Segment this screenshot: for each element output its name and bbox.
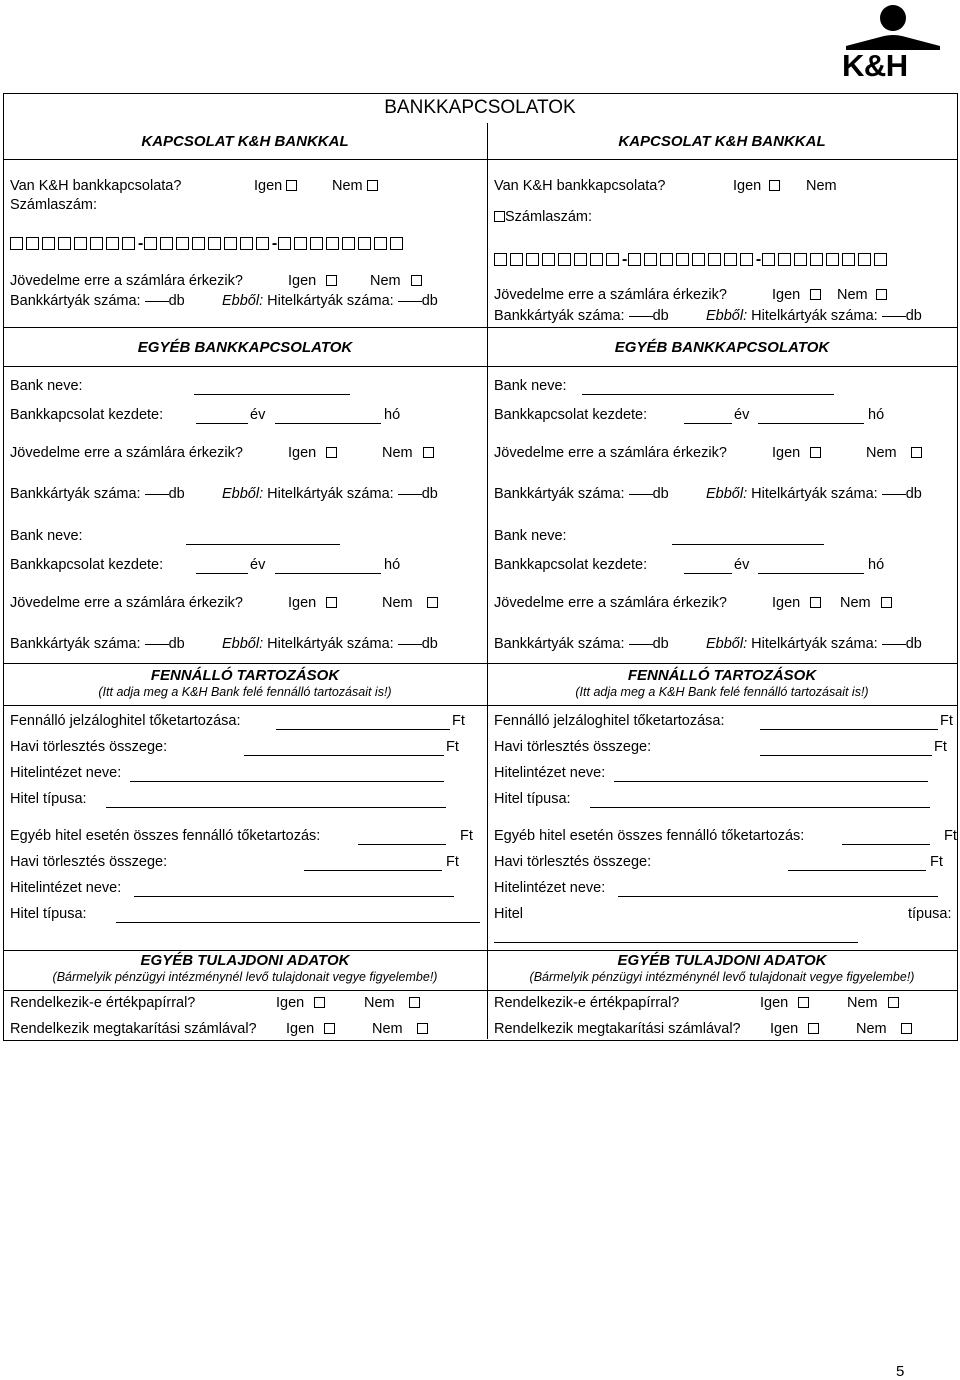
divider-kh [3,327,957,328]
left-b2-bank-name-field[interactable] [186,544,340,545]
left-b1-cards-field[interactable] [145,494,169,495]
left-b2-cards-db: db [168,636,185,652]
left-b2-credit-row [222,636,438,652]
left-b1-bank-name-field[interactable] [194,394,350,395]
right-b2-income-no-checkbox[interactable] [881,597,892,608]
right-other-lender-label: Hitelintézet neve: [494,880,606,896]
left-mortgage-field[interactable] [276,729,450,730]
left-kh-header: KAPCSOLAT K&H BANKKAL [141,133,349,150]
right-kh-income-q: Jövedelme erre a számlára érkezik? [494,287,727,303]
left-securities-yes-checkbox[interactable] [314,997,325,1008]
divider-other [3,663,957,664]
right-savings-no-label: Nem [856,1021,887,1037]
right-b2-year-field[interactable] [684,573,732,574]
left-debts-note: (Itt adja meg a K&H Bank felé fennálló tartozásait is!) [98,685,392,699]
left-other-payment-label: Havi törlesztés összege: [10,854,168,870]
left-other-type-field[interactable] [116,922,480,923]
right-b1-ebbol: Ebből: [706,486,748,502]
left-mortgage-payment-field[interactable] [244,755,444,756]
right-b1-credit-db: db [905,486,922,502]
left-other-loan-label: Egyéb hitel esetén összes fennálló tőketartozás: [10,828,321,844]
left-b1-income-no-label: Nem [382,445,413,461]
left-b2-income-yes-label: Igen [288,595,317,611]
left-mortgage-label: Fennálló jelzáloghitel tőketartozása: [10,713,241,729]
right-kh-ebbol: Ebből: [706,308,748,324]
right-b2-income-yes-checkbox[interactable] [810,597,821,608]
right-b1-cards-label: Bankkártyák száma: [494,486,625,502]
left-kh-no-label: Nem [332,178,363,194]
right-kh-cards-row [494,308,669,324]
right-kh-income-no-label: Nem [837,287,868,303]
right-b2-year: év [734,557,750,573]
left-b1-income-yes-checkbox[interactable] [326,447,337,458]
left-savings-q: Rendelkezik megtakarítási számlával? [10,1021,257,1037]
right-b1-start: Bankkapcsolat kezdete: [494,407,648,423]
left-kh-credit-label: Hitelkártyák száma: [267,293,394,309]
divider-ownership-header [3,990,957,991]
right-savings-yes-checkbox[interactable] [808,1023,819,1034]
right-other-payment-field[interactable] [788,870,926,871]
right-mortgage-field[interactable] [760,729,938,730]
left-mortgage-lender-label: Hitelintézet neve: [10,765,122,781]
right-kh-income-no-checkbox[interactable] [876,289,887,300]
right-mortgage-label: Fennálló jelzáloghitel tőketartozása: [494,713,725,729]
left-kh-credit-field[interactable] [398,301,422,302]
right-kh-no-checkbox[interactable] [494,211,505,222]
right-other-type-field[interactable] [494,942,858,943]
left-b1-income-no-checkbox[interactable] [423,447,434,458]
right-kh-cards-label: Bankkártyák száma: [494,308,625,324]
right-mortgage-lender-label: Hitelintézet neve: [494,765,606,781]
left-b1-credit-field[interactable] [398,494,422,495]
right-other-loan-field[interactable] [842,844,930,845]
right-kh-question: Van K&H bankkapcsolata? [494,178,666,194]
divider-other-header [3,366,957,367]
right-mortgage-lender-field[interactable] [614,781,928,782]
right-mortgage-type-field[interactable] [590,807,930,808]
left-b2-cards-label: Bankkártyák száma: [10,636,141,652]
left-savings-no-label: Nem [372,1021,403,1037]
right-b1-credit-field[interactable] [882,494,906,495]
right-b1-credit-row [706,486,922,502]
left-b2-cards-row [10,636,185,652]
left-b1-credit-row [222,486,438,502]
left-ownership-note: (Bármelyik pénzügyi intézménynél levő tulajdonait vegye figyelembe!) [52,970,438,984]
left-kh-income-yes-label: Igen [288,273,317,289]
left-b1-cards-label: Bankkártyák száma: [10,486,141,502]
left-b2-income-no [382,595,438,611]
left-kh-yes-checkbox[interactable] [286,180,297,191]
right-debts-header: FENNÁLLÓ TARTOZÁSOK [627,667,817,684]
right-b1-income-yes-checkbox[interactable] [810,447,821,458]
left-b1-income-yes-label: Igen [288,445,317,461]
right-b2-bank-name-field[interactable] [672,544,824,545]
left-securities-no-checkbox[interactable] [409,997,420,1008]
left-b2-income-yes [288,595,337,611]
right-b2-credit-field[interactable] [882,644,906,645]
left-mortgage-type-label: Hitel típusa: [10,791,87,807]
column-divider [487,123,488,1039]
right-ownership-header: EGYÉB TULAJDONI ADATOK [617,952,827,969]
right-debts-note: (Itt adja meg a K&H Bank felé fennálló tartozásait is!) [575,685,869,699]
right-securities-yes [760,995,809,1011]
left-kh-income-q: Jövedelme erre a számlára érkezik? [10,273,243,289]
right-b2-income-yes [772,595,821,611]
left-securities-yes [276,995,325,1011]
left-b2-income-no-label: Nem [382,595,413,611]
right-b2-cards-label: Bankkártyák száma: [494,636,625,652]
left-kh-cards-db: db [168,293,185,309]
left-b1-cards-db: db [168,486,185,502]
left-account-label: Számlaszám: [10,197,98,213]
left-kh-income-no-label: Nem [370,273,401,289]
left-kh-income-yes-checkbox[interactable] [326,275,337,286]
right-kh-no: Nem [806,178,837,194]
left-b2-month-field[interactable] [275,573,381,574]
right-kh-yes [733,178,780,194]
right-b2-cards-row [494,636,669,652]
left-savings-yes-checkbox[interactable] [324,1023,335,1034]
left-b1-income-q: Jövedelme erre a számlára érkezik? [10,445,243,461]
form-title: BANKKAPCSOLATOK [384,97,576,118]
right-other-loan-label: Egyéb hitel esetén összes fennálló tőketartozás: [494,828,805,844]
right-b1-income-no [866,445,922,461]
left-kh-credit-db: db [421,293,438,309]
right-savings-q: Rendelkezik megtakarítási számlával? [494,1021,741,1037]
right-b1-income-q: Jövedelme erre a számlára érkezik? [494,445,727,461]
left-other-header: EGYÉB BANKKAPCSOLATOK [137,339,353,356]
right-b1-year-field[interactable] [684,423,732,424]
left-kh-cards-label: Bankkártyák száma: [10,293,141,309]
right-mortgage-payment-field[interactable] [760,755,932,756]
left-kh-cards-field[interactable] [145,301,169,302]
left-savings-no [372,1021,428,1037]
right-mortgage-ft: Ft [940,713,953,729]
left-b1-income-no [382,445,434,461]
right-b1-income-yes [772,445,821,461]
left-b1-month: hó [384,407,401,423]
right-account-row [494,209,592,225]
right-b2-start: Bankkapcsolat kezdete: [494,557,648,573]
left-kh-cards-row [10,293,185,309]
right-b2-income-no [840,595,892,611]
left-securities-no-label: Nem [364,995,395,1011]
left-kh-income-no-checkbox[interactable] [411,275,422,286]
left-b2-ebbol: Ebből: [222,636,264,652]
right-savings-no [856,1021,912,1037]
left-kh-income-no [370,273,422,289]
left-b1-bank-name: Bank neve: [10,378,83,394]
right-b2-ebbol: Ebből: [706,636,748,652]
right-b1-income-no-checkbox[interactable] [911,447,922,458]
left-savings-yes-label: Igen [286,1021,315,1037]
left-other-loan-field[interactable] [358,844,446,845]
left-securities-no [364,995,420,1011]
right-b2-credit-db: db [905,636,922,652]
right-securities-yes-label: Igen [760,995,789,1011]
left-b2-year-field[interactable] [196,573,248,574]
right-b2-bank-name: Bank neve: [494,528,567,544]
left-b1-month-field[interactable] [275,423,381,424]
kh-logo [838,2,948,82]
left-savings-yes [286,1021,335,1037]
divider-columns-top-left [3,159,487,160]
left-b1-year-field[interactable] [196,423,248,424]
left-mortgage-type-field[interactable] [106,807,446,808]
right-b1-credit-label: Hitelkártyák száma: [751,486,878,502]
left-b1-year: év [250,407,266,423]
left-mortgage-payment-ft: Ft [446,739,459,755]
left-b2-credit-label: Hitelkártyák száma: [267,636,394,652]
right-b1-cards-db: db [652,486,669,502]
right-kh-cards-field[interactable] [629,316,653,317]
right-b2-month: hó [868,557,885,573]
right-b2-cards-db: db [652,636,669,652]
right-b1-income-yes-label: Igen [772,445,801,461]
left-kh-no [332,178,378,194]
right-b1-bank-name: Bank neve: [494,378,567,394]
left-kh-yes [254,178,297,194]
right-kh-cards-db: db [652,308,669,324]
right-kh-credit-row [706,308,922,324]
divider-columns-top [487,159,957,160]
right-b2-month-field[interactable] [758,573,864,574]
right-securities-no [847,995,899,1011]
left-other-payment-ft: Ft [446,854,459,870]
left-b2-month: hó [384,557,401,573]
right-b1-income-no-label: Nem [866,445,897,461]
divider-debts-header [3,705,957,706]
left-b2-start: Bankkapcsolat kezdete: [10,557,164,573]
left-kh-credit-row [222,293,438,309]
left-b1-start: Bankkapcsolat kezdete: [10,407,164,423]
left-b1-credit-label: Hitelkártyák száma: [267,486,394,502]
right-other-header: EGYÉB BANKKAPCSOLATOK [614,339,830,356]
left-kh-no-checkbox[interactable] [367,180,378,191]
right-account-label: Számlaszám: [505,209,593,225]
left-ownership-header: EGYÉB TULAJDONI ADATOK [140,952,350,969]
left-b2-credit-db: db [421,636,438,652]
left-b2-cards-field[interactable] [145,644,169,645]
right-kh-income-yes-label: Igen [772,287,801,303]
page-number: 5 [896,1363,905,1380]
left-kh-income-yes [288,273,337,289]
right-account-number-boxes[interactable]: - - [494,251,890,269]
right-kh-income-yes-checkbox[interactable] [810,289,821,300]
left-savings-no-checkbox[interactable] [417,1023,428,1034]
right-other-loan-ft: Ft [944,828,957,844]
left-mortgage-lender-field[interactable] [130,781,444,782]
right-b2-cards-field[interactable] [629,644,653,645]
left-b1-income-yes [288,445,337,461]
right-mortgage-payment-label: Havi törlesztés összege: [494,739,652,755]
left-other-lender-field[interactable] [134,896,454,897]
right-securities-yes-checkbox[interactable] [798,997,809,1008]
kh-logo-text: K&H [842,48,908,83]
right-b1-cards-row [494,486,669,502]
left-b2-year: év [250,557,266,573]
left-account-number-boxes[interactable]: - - [10,235,406,253]
right-savings-no-checkbox[interactable] [901,1023,912,1034]
left-other-payment-field[interactable] [304,870,442,871]
left-b2-income-yes-checkbox[interactable] [326,597,337,608]
left-b2-bank-name: Bank neve: [10,528,83,544]
left-b1-credit-db: db [421,486,438,502]
right-kh-credit-db: db [905,308,922,324]
right-kh-yes-label: Igen [733,178,762,194]
right-b1-month: hó [868,407,885,423]
right-kh-yes-checkbox[interactable] [769,180,780,191]
right-kh-credit-label: Hitelkártyák száma: [751,308,878,324]
left-kh-yes-label: Igen [254,178,283,194]
left-kh-ebbol: Ebből: [222,293,264,309]
right-kh-credit-field[interactable] [882,316,906,317]
left-other-lender-label: Hitelintézet neve: [10,880,122,896]
left-kh-question: Van K&H bankkapcsolata? [10,178,182,194]
right-other-type-suffix: típusa: [908,906,952,922]
right-other-loan-word: Hitel [494,906,524,922]
right-kh-header: KAPCSOLAT K&H BANKKAL [618,133,826,150]
right-mortgage-payment-ft: Ft [934,739,947,755]
right-securities-no-label: Nem [847,995,878,1011]
right-b2-income-q: Jövedelme erre a számlára érkezik? [494,595,727,611]
divider-debts [3,950,957,951]
left-securities-yes-label: Igen [276,995,305,1011]
right-other-payment-label: Havi törlesztés összege: [494,854,652,870]
left-other-type-label: Hitel típusa: [10,906,87,922]
left-b1-cards-row [10,486,185,502]
right-b2-credit-label: Hitelkártyák száma: [751,636,878,652]
right-mortgage-type-label: Hitel típusa: [494,791,571,807]
right-other-payment-ft: Ft [930,854,943,870]
left-securities-q: Rendelkezik-e értékpapírral? [10,995,196,1011]
right-ownership-note: (Bármelyik pénzügyi intézménynél levő tulajdonait vegye figyelembe!) [529,970,915,984]
left-debts-header: FENNÁLLÓ TARTOZÁSOK [150,667,340,684]
left-b2-income-q: Jövedelme erre a számlára érkezik? [10,595,243,611]
left-mortgage-payment-label: Havi törlesztés összege: [10,739,168,755]
left-b2-credit-field[interactable] [398,644,422,645]
right-b1-month-field[interactable] [758,423,864,424]
left-other-loan-ft: Ft [460,828,473,844]
right-b1-year: év [734,407,750,423]
left-b2-income-no-checkbox[interactable] [427,597,438,608]
right-b1-cards-field[interactable] [629,494,653,495]
right-savings-yes [770,1021,819,1037]
right-b2-income-yes-label: Igen [772,595,801,611]
right-securities-q: Rendelkezik-e értékpapírral? [494,995,680,1011]
right-kh-income-yes [772,287,821,303]
left-b1-ebbol: Ebből: [222,486,264,502]
right-b2-credit-row [706,636,922,652]
right-savings-yes-label: Igen [770,1021,799,1037]
right-other-lender-field[interactable] [618,896,938,897]
right-kh-income-no [837,287,887,303]
right-b1-bank-name-field[interactable] [582,394,834,395]
left-mortgage-ft: Ft [452,713,465,729]
right-b2-income-no-label: Nem [840,595,871,611]
right-securities-no-checkbox[interactable] [888,997,899,1008]
